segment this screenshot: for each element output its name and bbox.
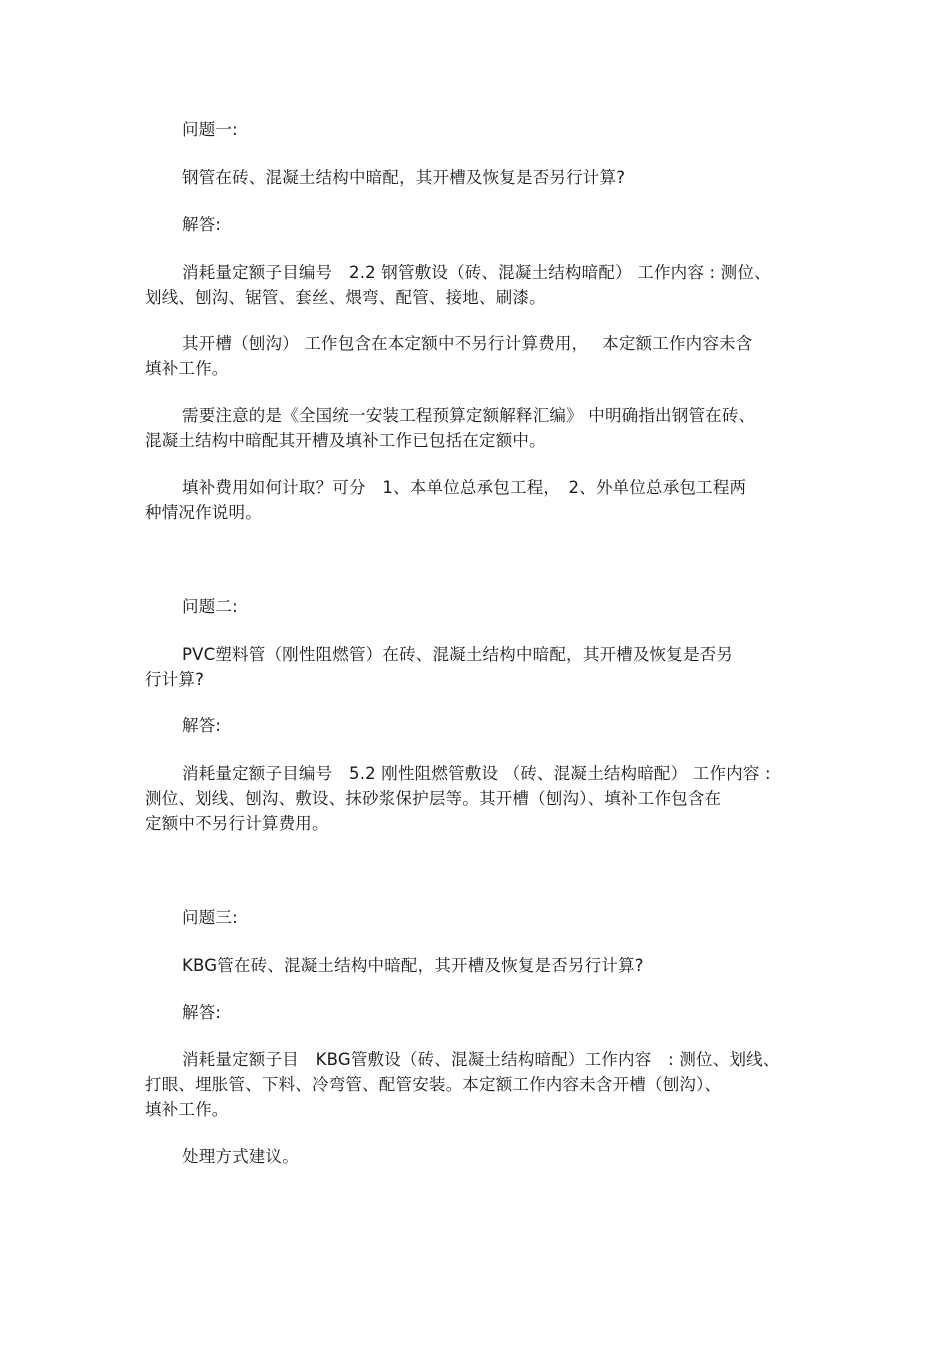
question-2-text-line-1: PVC塑料管（刚性阻燃管）在砖、混凝土结构中暗配，其开槽及恢复是否另 xyxy=(182,645,734,664)
answer-3-para-1-line-2: 打眼、埋胀管、下料、冷弯管、配管安装。本定额工作内容未含开槽（刨沟）、 xyxy=(145,1075,722,1094)
answer-1-para-3-line-1: 需要注意的是《全国统一安装工程预算定额解释汇编》 中明确指出钢管在砖、 xyxy=(182,406,756,425)
answer-2-para-1-line-1: 消耗量定额子目编号 5.2 刚性阻燃管敷设 （砖、混凝土结构暗配） 工作内容 : xyxy=(182,764,771,783)
answer-3-para-1-line-1: 消耗量定额子目 KBG管敷设（砖、混凝土结构暗配）工作内容 : 测位、划线、 xyxy=(182,1050,780,1069)
answer-1-para-1-line-1: 消耗量定额子目编号 2.2 钢管敷设（砖、混凝土结构暗配） 工作内容 : 测位、 xyxy=(182,263,771,282)
answer-1-para-4-line-2: 种情况作说明。 xyxy=(145,503,262,522)
answer-3-para-2-line-1: 处理方式建议。 xyxy=(182,1147,299,1166)
answer-1-para-2-line-2: 填补工作。 xyxy=(145,359,229,378)
answer-1-para-3-line-2: 混凝土结构中暗配其开槽及填补工作已包括在定额中。 xyxy=(145,431,546,450)
answer-1-label: 解答: xyxy=(182,215,222,234)
answer-2-label: 解答: xyxy=(182,716,222,735)
question-3-text: KBG管在砖、混凝土结构中暗配，其开槽及恢复是否另行计算? xyxy=(182,956,644,975)
question-1-text: 钢管在砖、混凝土结构中暗配，其开槽及恢复是否另行计算? xyxy=(182,168,626,187)
answer-2-para-1-line-2: 测位、划线、刨沟、敷设、抹砂浆保护层等。其开槽（刨沟）、填补工作包含在 xyxy=(145,789,722,808)
question-2-label: 问题二: xyxy=(182,597,238,616)
answer-1-para-1-line-2: 划线、刨沟、锯管、套丝、煨弯、配管、接地、刷漆。 xyxy=(145,288,546,307)
answer-3-para-1-line-3: 填补工作。 xyxy=(145,1100,229,1119)
answer-1-para-4-line-1: 填补费用如何计取？可分 1、本单位总承包工程， 2、外单位总承包工程两 xyxy=(182,478,747,497)
question-2-text-line-2: 行计算? xyxy=(145,670,205,689)
question-1-label: 问题一: xyxy=(182,120,238,139)
answer-2-para-1-line-3: 定额中不另行计算费用。 xyxy=(145,814,329,833)
question-3-label: 问题三: xyxy=(182,908,238,927)
answer-3-label: 解答: xyxy=(182,1003,222,1022)
answer-1-para-2-line-1: 其开槽（刨沟） 工作包含在本定额中不另行计算费用， 本定额工作内容未含 xyxy=(182,334,753,353)
